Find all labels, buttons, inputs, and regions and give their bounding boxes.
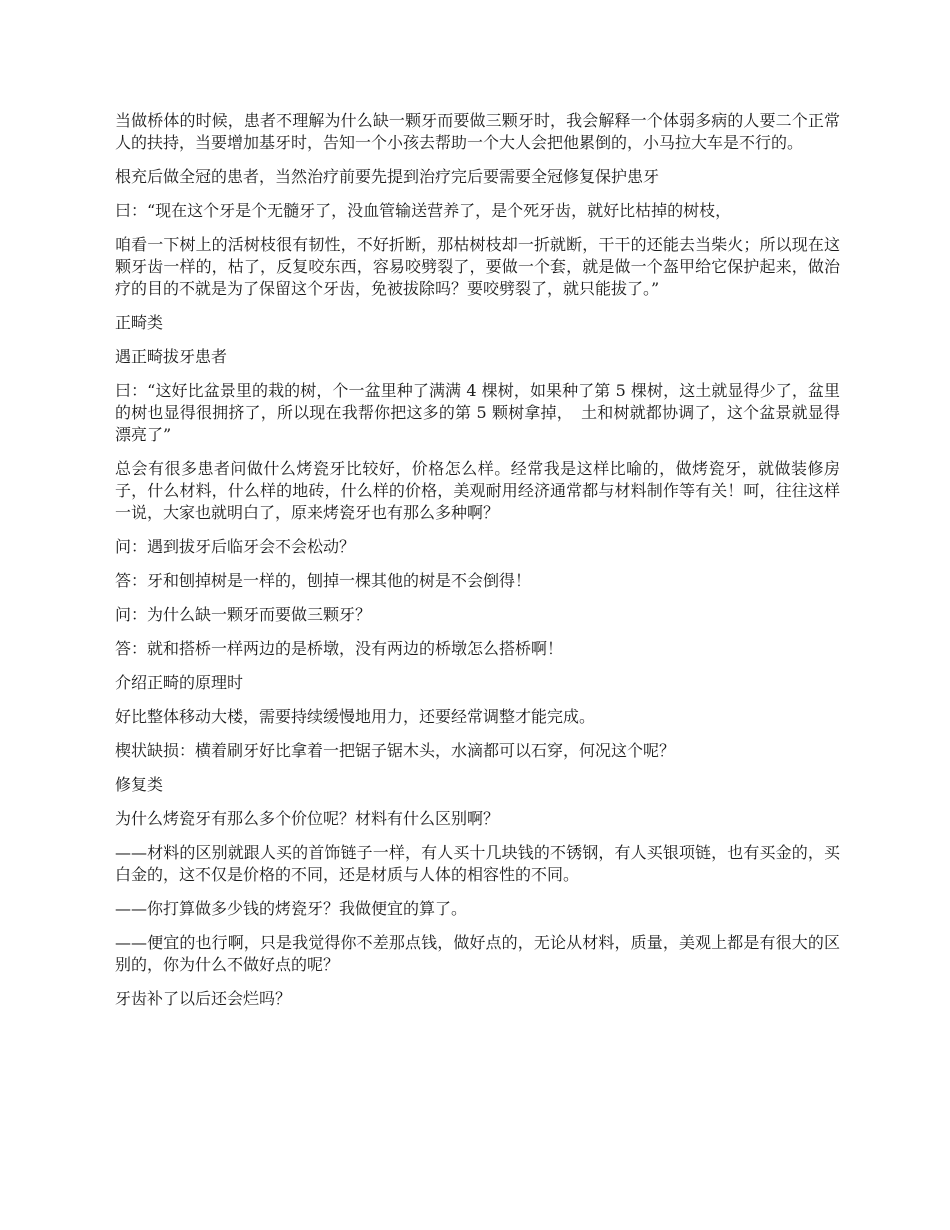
paragraph: 根充后做全冠的患者，当然治疗前要先提到治疗完后要需要全冠修复保护患牙 [115, 167, 660, 186]
section-heading: 正畸类 [115, 313, 164, 332]
question: 问：遇到拔牙后临牙会不会松动？ [115, 537, 356, 556]
document-body [115, 110, 840, 1022]
answer: 答：牙和刨掉树是一样的，刨掉一棵其他的树是不会倒得！ [115, 571, 532, 590]
paragraph: 曰：“这好比盆景里的栽的树，个一盆里种了满满 4 棵树，如果种了第 5 棵树，这土就显得少了，盆里的树也显得很拥挤了，所以现在我帮你把这多的第 5 颗树拿掉， 土和树就都协调了，这个盆景就显得漂亮了” [115, 381, 840, 444]
paragraph: 介绍正畸的原理时 [115, 673, 244, 692]
question: 问：为什么缺一颗牙而要做三颗牙？ [115, 605, 372, 624]
section-heading: 修复类 [115, 775, 164, 794]
dialogue-line: ——材料的区别就跟人买的首饰链子一样，有人买十几块钱的不锈钢，有人买银项链，也有买金的，买白金的，这不仅是价格的不同，还是材质与人体的相容性的不同。 [115, 843, 840, 884]
paragraph: 咱看一下树上的活树枝很有韧性，不好折断，那枯树枝却一折就断，干干的还能去当柴火；所以现在这颗牙齿一样的，枯了，反复咬东西，容易咬劈裂了，要做一个套，就是做一个盔甲给它保护起来，做治疗的目的不就是为了保留这个牙齿，免被拔除吗？要咬劈裂了，就只能拔了。” [115, 235, 840, 298]
paragraph: 当做桥体的时候，患者不理解为什么缺一颗牙而要做三颗牙时，我会解释一个体弱多病的人要二个正常人的扶持，当要增加基牙时，告知一个小孩去帮助一个大人会把他累倒的，小马拉大车是不行的。 [115, 111, 840, 152]
question: 为什么烤瓷牙有那么多个价位呢？材料有什么区别啊？ [115, 809, 500, 828]
dialogue-line: ——你打算做多少钱的烤瓷牙？我做便宜的算了。 [115, 899, 468, 918]
paragraph: 总会有很多患者问做什么烤瓷牙比较好，价格怎么样。经常我是这样比喻的，做烤瓷牙，就做装修房子，什么材料，什么样的地砖，什么样的价格，美观耐用经济通常都与材料制作等有关！呵，往往这样一说，大家也就明白了，原来烤瓷牙也有那么多种啊？ [115, 459, 840, 522]
question: 牙齿补了以后还会烂吗？ [115, 989, 292, 1008]
paragraph: 好比整体移动大楼，需要持续缓慢地用力，还要经常调整才能完成。 [115, 707, 596, 726]
dialogue-line: ——便宜的也行啊，只是我觉得你不差那点钱，做好点的，无论从材料，质量，美观上都是有很大的区别的，你为什么不做好点的呢？ [115, 933, 840, 974]
answer: 答：就和搭桥一样两边的是桥墩，没有两边的桥墩怎么搭桥啊！ [115, 639, 564, 658]
paragraph: 遇正畸拔牙患者 [115, 347, 228, 366]
paragraph: 楔状缺损：横着刷牙好比拿着一把锯子锯木头，水滴都可以石穿，何况这个呢？ [115, 741, 676, 760]
paragraph: 曰：“现在这个牙是个无髓牙了，没血管输送营养了，是个死牙齿，就好比枯掉的树枝， [115, 201, 732, 220]
